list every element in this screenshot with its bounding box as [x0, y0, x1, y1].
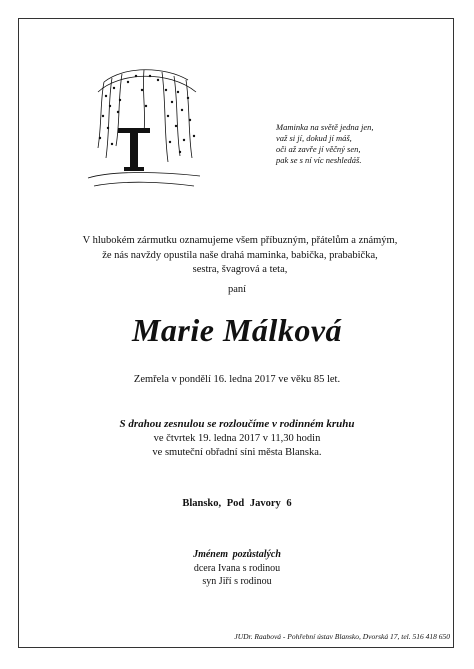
willow-tree-birdbath-icon — [84, 62, 202, 194]
farewell-block — [0, 417, 474, 461]
survivor-line: syn Jiří s rodinou — [202, 576, 272, 587]
announcement-text — [60, 234, 420, 278]
farewell-lead: S drahou zesnulou se rozloučíme v rodinném kruhu — [119, 418, 355, 430]
death-date-line: Zemřela v pondělí 16. ledna 2017 ve věku 85 let. — [133, 374, 341, 385]
announcement-line: V hlubokém zármutku oznamujeme všem příbuzným, přátelům a známým, — [82, 235, 398, 246]
survivors-heading: Jménem pozůstalých — [193, 549, 281, 560]
farewell-date: ve čtvrtek 19. ledna 2017 v 11,30 hodin — [153, 432, 321, 444]
farewell-place: ve smuteční obřadní síni města Blanska. — [152, 447, 322, 458]
poem-verse — [276, 122, 446, 166]
announcement-line: sestra, švagrová a teta, — [192, 264, 288, 275]
family-address: Blansko, Pod Javory 6 — [182, 498, 292, 509]
poem-line: pak se s ní víc neshledáš. — [276, 155, 362, 165]
poem-line: važ si jí, dokud jí máš, — [276, 133, 352, 143]
poem-line: Maminka na světě jedna jen, — [276, 122, 374, 132]
title-prefix: paní — [227, 284, 247, 295]
announcement-line: že nás navždy opustila naše drahá maminka, babička, prababička, — [102, 249, 378, 261]
deceased-name: Marie Málková — [131, 312, 343, 348]
funeral-home-footer: JUDr. Raabová - Pohřební ústav Blansko, Dvorská 17, tel. 516 418 650 — [234, 632, 450, 641]
poem-line: oči až zavře jí věčný sen, — [276, 144, 361, 154]
survivors-block — [0, 548, 474, 589]
survivor-line: dcera Ivana s rodinou — [193, 562, 281, 574]
